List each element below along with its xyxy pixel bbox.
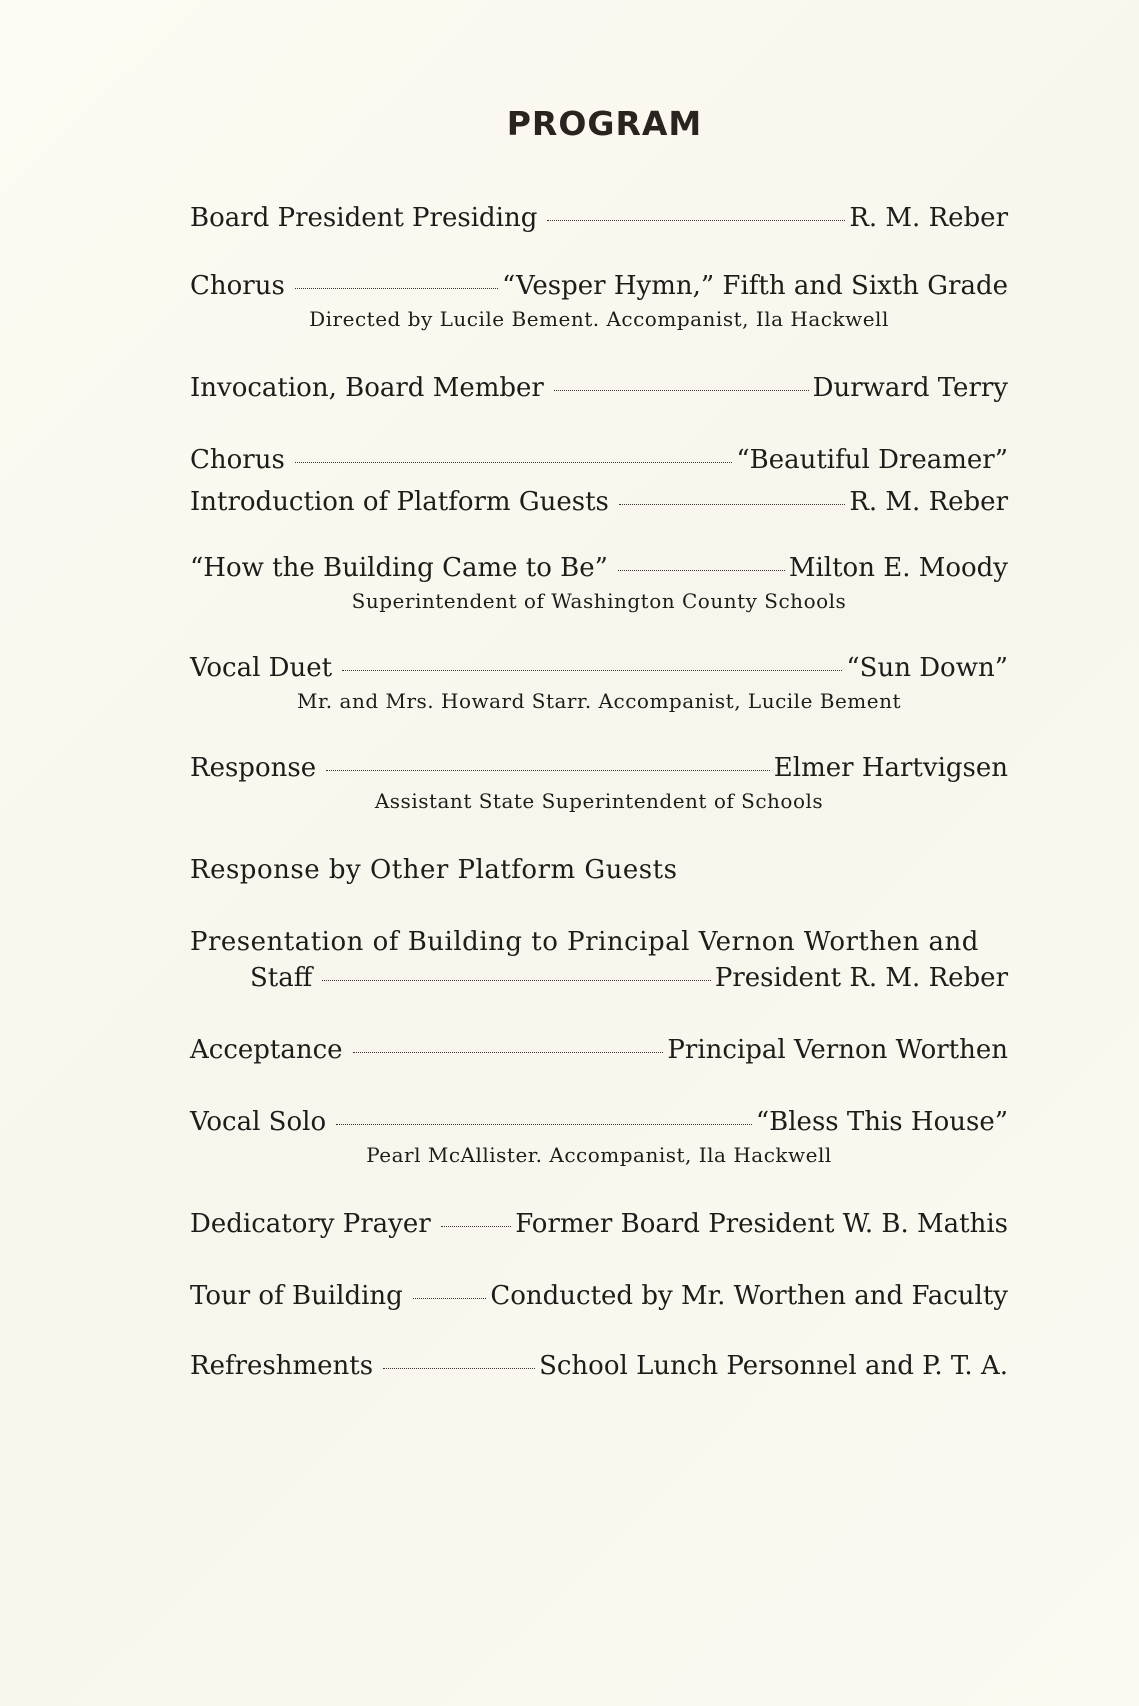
dot-leader bbox=[353, 1052, 664, 1053]
item-value: R. M. Reber bbox=[849, 487, 1008, 517]
item-label: Introduction of Platform Guests bbox=[190, 487, 609, 517]
dot-leader bbox=[441, 1226, 512, 1227]
dot-leader bbox=[618, 570, 785, 571]
dot-leader bbox=[342, 670, 842, 671]
item-value: Elmer Hartvigsen bbox=[773, 753, 1008, 783]
program-item-response-other: Response by Other Platform Guests bbox=[190, 855, 678, 885]
item-label: “How the Building Came to Be” bbox=[190, 553, 608, 583]
dot-leader bbox=[326, 770, 770, 771]
item-label: Chorus bbox=[190, 445, 285, 475]
program-item-refreshments bbox=[190, 1348, 1008, 1384]
program-item-building-story bbox=[190, 550, 1008, 586]
dot-leader bbox=[413, 1298, 487, 1299]
item-value: School Lunch Personnel and P. T. A. bbox=[539, 1351, 1008, 1381]
item-value: “Vesper Hymn,” Fifth and Sixth Grade bbox=[501, 271, 1008, 301]
item-note: Assistant State Superintendent of Schools bbox=[374, 789, 824, 813]
item-value: R. M. Reber bbox=[849, 203, 1008, 233]
dot-leader bbox=[295, 462, 733, 463]
program-item-prayer bbox=[190, 1206, 1008, 1242]
program-item-vocal-duet bbox=[190, 650, 1008, 686]
dot-leader bbox=[619, 504, 845, 505]
program-list bbox=[190, 200, 1008, 1384]
dot-leader bbox=[547, 220, 845, 221]
item-note: Directed by Lucile Bement. Accompanist, Ila Hackwell bbox=[309, 307, 889, 331]
item-label: Staff bbox=[250, 963, 313, 993]
item-label: Tour of Building bbox=[190, 1281, 403, 1311]
dot-leader bbox=[295, 288, 498, 289]
program-item-presentation: Presentation of Building to Principal Vernon Worthen and bbox=[190, 927, 979, 957]
item-label: Vocal Duet bbox=[190, 653, 333, 683]
program-item-tour bbox=[190, 1278, 1008, 1314]
program-item-vocal-solo bbox=[190, 1104, 1008, 1140]
program-item-acceptance bbox=[190, 1032, 1008, 1068]
item-label: Vocal Solo bbox=[190, 1107, 327, 1137]
program-item-chorus-dreamer bbox=[190, 442, 1008, 478]
item-label: Response bbox=[190, 753, 317, 783]
program-item-board-president bbox=[190, 200, 1008, 236]
item-label: Invocation, Board Member bbox=[190, 373, 544, 403]
item-value: Former Board President W. B. Mathis bbox=[515, 1209, 1008, 1239]
page-title: PROGRAM bbox=[506, 104, 703, 143]
item-value: President R. M. Reber bbox=[714, 963, 1008, 993]
item-note: Superintendent of Washington County Schools bbox=[351, 589, 847, 613]
item-note: Pearl McAllister. Accompanist, Ila Hackwell bbox=[366, 1143, 832, 1167]
item-note: Mr. and Mrs. Howard Starr. Accompanist, Lucile Bement bbox=[296, 689, 902, 713]
item-value: “Sun Down” bbox=[846, 653, 1008, 683]
item-value: “Beautiful Dreamer” bbox=[736, 445, 1008, 475]
item-label: Acceptance bbox=[190, 1035, 343, 1065]
dot-leader bbox=[336, 1124, 752, 1125]
program-item-presentation-cont bbox=[190, 960, 1008, 996]
item-label: Refreshments bbox=[190, 1351, 374, 1381]
item-label: Dedicatory Prayer bbox=[190, 1209, 431, 1239]
item-value: Durward Terry bbox=[812, 373, 1008, 403]
item-value: Principal Vernon Worthen bbox=[667, 1035, 1008, 1065]
item-value: “Bless This House” bbox=[755, 1107, 1008, 1137]
item-value: Conducted by Mr. Worthen and Faculty bbox=[490, 1281, 1008, 1311]
item-value: Milton E. Moody bbox=[788, 553, 1008, 583]
program-item-chorus-vesper bbox=[190, 268, 1008, 304]
dot-leader bbox=[322, 980, 711, 981]
dot-leader bbox=[383, 1368, 535, 1369]
dot-leader bbox=[554, 390, 809, 391]
item-label: Board President Presiding bbox=[190, 203, 538, 233]
program-item-invocation bbox=[190, 370, 1008, 406]
program-item-response bbox=[190, 750, 1008, 786]
program-item-introduction bbox=[190, 484, 1008, 520]
item-label: Chorus bbox=[190, 271, 285, 301]
